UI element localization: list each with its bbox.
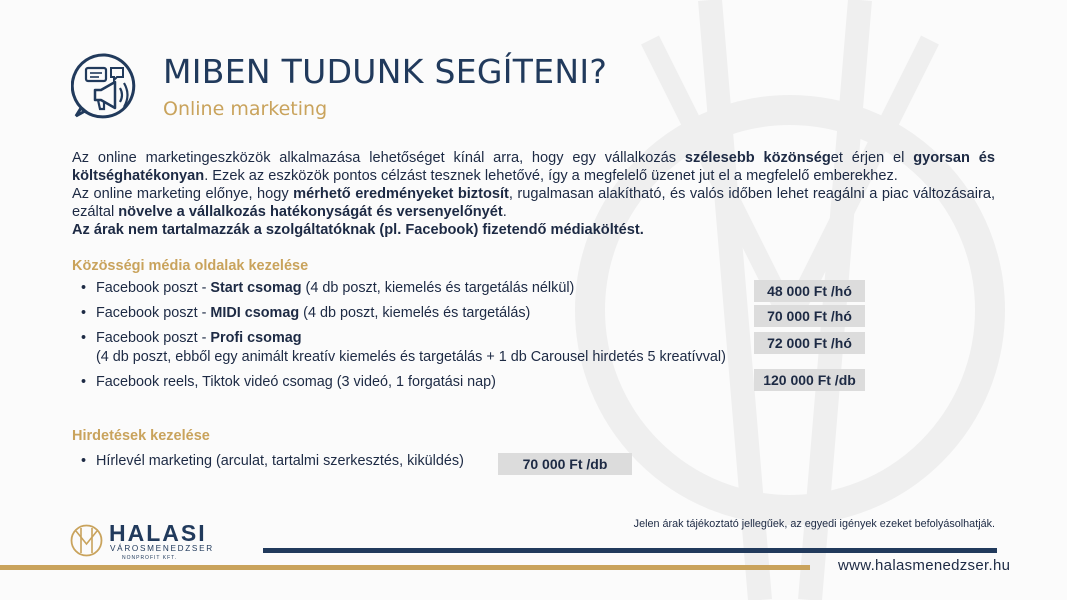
website-link[interactable]: www.halasmenedzser.hu bbox=[838, 557, 1011, 574]
section-title-ads: Hirdetések kezelése bbox=[72, 428, 210, 444]
page-title: MIBEN TUDUNK SEGÍTENI? bbox=[163, 52, 608, 91]
list-item: • Hírlevél marketing (arculat, tartalmi szerkesztés, kiküldés) bbox=[81, 453, 464, 469]
price-tag: 70 000 Ft /hó bbox=[754, 305, 865, 327]
list-item: • Facebook poszt - Start csomag (4 db poszt, kiemelés és targetálás nélkül) bbox=[81, 280, 575, 296]
price-tag: 72 000 Ft /hó bbox=[754, 332, 865, 354]
bullet-icon: • bbox=[81, 280, 87, 296]
price-tag: 120 000 Ft /db bbox=[754, 369, 865, 391]
footer-note: Jelen árak tájékoztató jellegűek, az egyedi igények ezeket befolyásolhatják. bbox=[633, 518, 995, 530]
intro-text bbox=[72, 149, 995, 239]
section-title-social: Közösségi média oldalak kezelése bbox=[72, 258, 309, 274]
intro-paragraph-1: Az online marketingeszközök alkalmazása lehetőséget kínál arra, hogy egy vállalkozás szélesebb közönséget érjen el gyorsan és költséghatékonyan. Ezek az eszközök pontos célzást tesznek lehetővé, így a megfelelő üzenet jut el a megfelelő emberekhez. bbox=[72, 150, 995, 184]
price-tag: 48 000 Ft /hó bbox=[754, 280, 865, 302]
bullet-icon: • bbox=[81, 453, 87, 469]
bullet-icon: • bbox=[81, 330, 87, 346]
intro-paragraph-3: Az árak nem tartalmazzák a szolgáltatóknak (pl. Facebook) fizetendő médiaköltést. bbox=[72, 222, 644, 238]
footer-divider-navy bbox=[263, 548, 997, 553]
price-tag: 70 000 Ft /db bbox=[498, 453, 632, 475]
logo-line1: VÁROSMENEDZSER bbox=[110, 544, 214, 553]
page-subtitle: Online marketing bbox=[163, 98, 328, 120]
list-item: • Facebook reels, Tiktok videó csomag (3 videó, 1 forgatási nap) bbox=[81, 374, 496, 390]
halasi-logo-mark bbox=[70, 524, 103, 557]
list-item-detail: (4 db poszt, ebből egy animált kreatív kiemelés és targetálás + 1 db Carousel hirdetés 5 kreatívval) bbox=[96, 349, 726, 365]
list-item: • Facebook poszt - MIDI csomag (4 db poszt, kiemelés és targetálás) bbox=[81, 305, 531, 321]
logo-line2: NONPROFIT KFT. bbox=[122, 555, 178, 561]
footer-divider-gold bbox=[0, 565, 810, 570]
list-item: • Facebook poszt - Profi csomag (4 db poszt, ebből egy animált kreatív kiemelés és targetálás + 1 db Carousel hirdetés 5 kreatívval) bbox=[81, 330, 726, 365]
intro-paragraph-2: Az online marketing előnye, hogy mérhető eredményeket biztosít, rugalmasan alakítható, és valós időben lehet reagálni a piac változásaira, ezáltal növelve a vállalkozás hatékonyságát és versenyelőnyét. bbox=[72, 186, 995, 220]
megaphone-chat-icon bbox=[71, 52, 139, 120]
bullet-icon: • bbox=[81, 305, 87, 321]
bullet-icon: • bbox=[81, 374, 87, 390]
logo-name: HALASI bbox=[109, 520, 207, 546]
